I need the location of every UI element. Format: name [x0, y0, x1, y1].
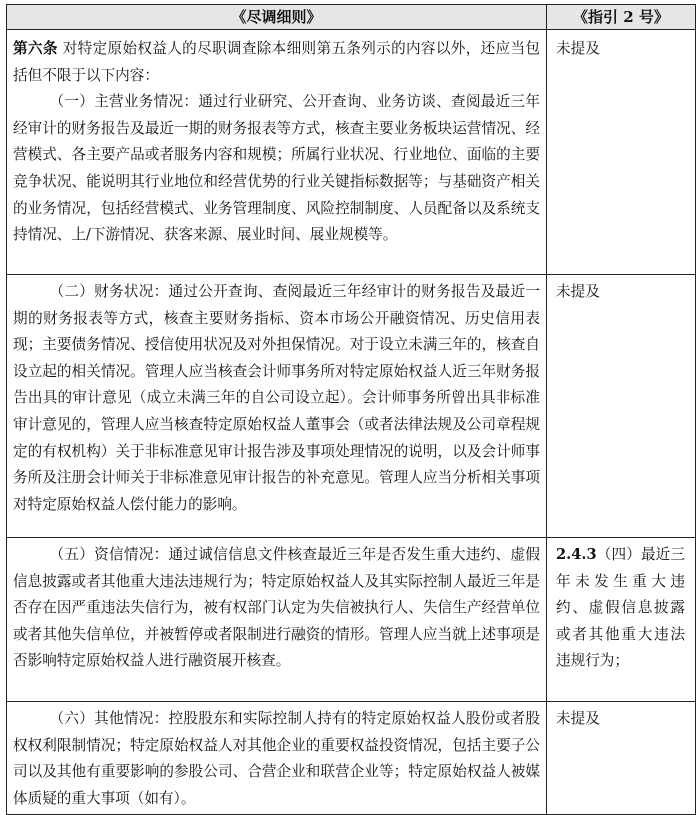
guideline-cell: [547, 702, 696, 815]
table-header-row: [7, 5, 696, 30]
rules-paragraph: （一）主营业务情况：通过行业研究、公开查询、业务访谈、查阅最近三年经审计的财务报告及最近一期的财务报表等方式，核查主要业务板块运营情况、经营模式、各主要产品或者服务内容和规模；所属行业状况、行业地位、面临的主要竞争状况、能说明其行业地位和经营优势的行业关键指标数据等；与基础资产相关的业务情况，包括经营模式、业务管理制度、风险控制制度、人员配备以及系统支持情况、上/下游情况、获客来源、展业时间、展业规模等。: [13, 93, 540, 244]
rules-cell: [7, 30, 547, 275]
guideline-cell: [547, 275, 696, 538]
guideline-cell: [547, 30, 696, 275]
article-intro-text: 对特定原始权益人的尽职调查除本细则第五条列示的内容以外，还应当包括但不限于以下内容：: [13, 40, 540, 84]
table-row: [7, 275, 696, 538]
table-row: [7, 538, 696, 702]
header-guideline: 《指引 2 号》: [547, 5, 696, 30]
article-number: 第六条: [13, 40, 58, 57]
rules-cell: [7, 702, 547, 815]
guideline-cell: [547, 538, 696, 702]
article-intro: [13, 36, 540, 89]
rules-paragraph: （五）资信情况：通过诚信信息文件核查最近三年是否发生重大违约、虚假信息披露或者其他重大违法违规行为；特定原始权益人及其实际控制人最近三年是否存在因严重违法失信行为，被有权部门认定为失信被执行人、失信生产经营单位或者其他失信单位，并被暂停或者限制进行融资的情形。管理人应当就上述事项是否影响特定原始权益人进行融资展开核查。: [13, 546, 540, 670]
comparison-table: [6, 4, 696, 815]
rules-cell: [7, 275, 547, 538]
guideline-text: 未提及: [556, 283, 600, 300]
rules-cell: [7, 538, 547, 702]
guideline-text: 未提及: [556, 40, 600, 57]
table-row: [7, 702, 696, 815]
table-row: [7, 30, 696, 275]
guideline-text: （四）最近三年未发生重大违约、虚假信息披露或者其他重大违法违规行为；: [556, 546, 685, 670]
rules-paragraph: （二）财务状况：通过公开查询、查阅最近三年经审计的财务报告及最近一期的财务报表等方式，核查主要财务指标、资本市场公开融资情况、历史信用表现；主要债务情况、授信使用状况及对外担保情况。对于设立未满三年的，核查自设立起的相关情况。管理人应当核查会计师事务所对特定原始权益人近三年财务报告出具的审计意见（成立未满三年的自公司设立起）。会计师事务所曾出具非标准审计意见的，管理人应当核查特定原始权益人董事会（或者法律法规及公司章程规定的有权机构）关于非标准意见审计报告涉及事项处理情况的说明，以及会计师事务所及注册会计师关于非标准意见审计报告的补充意见。管理人应当分析相关事项对特定原始权益人偿付能力的影响。: [13, 283, 540, 513]
guideline-clause-number: 2.4.3: [556, 546, 597, 563]
header-rules: 《尽调细则》: [7, 5, 547, 30]
guideline-text: 未提及: [556, 710, 600, 727]
rules-paragraph: （六）其他情况：控股股东和实际控制人持有的特定原始权益人股份或者股权权利限制情况；特定原始权益人对其他企业的重要权益投资情况，包括主要子公司以及其他有重要影响的参股公司、合营企业和联营企业等；特定原始权益人被媒体质疑的重大事项（如有）。: [13, 710, 540, 807]
